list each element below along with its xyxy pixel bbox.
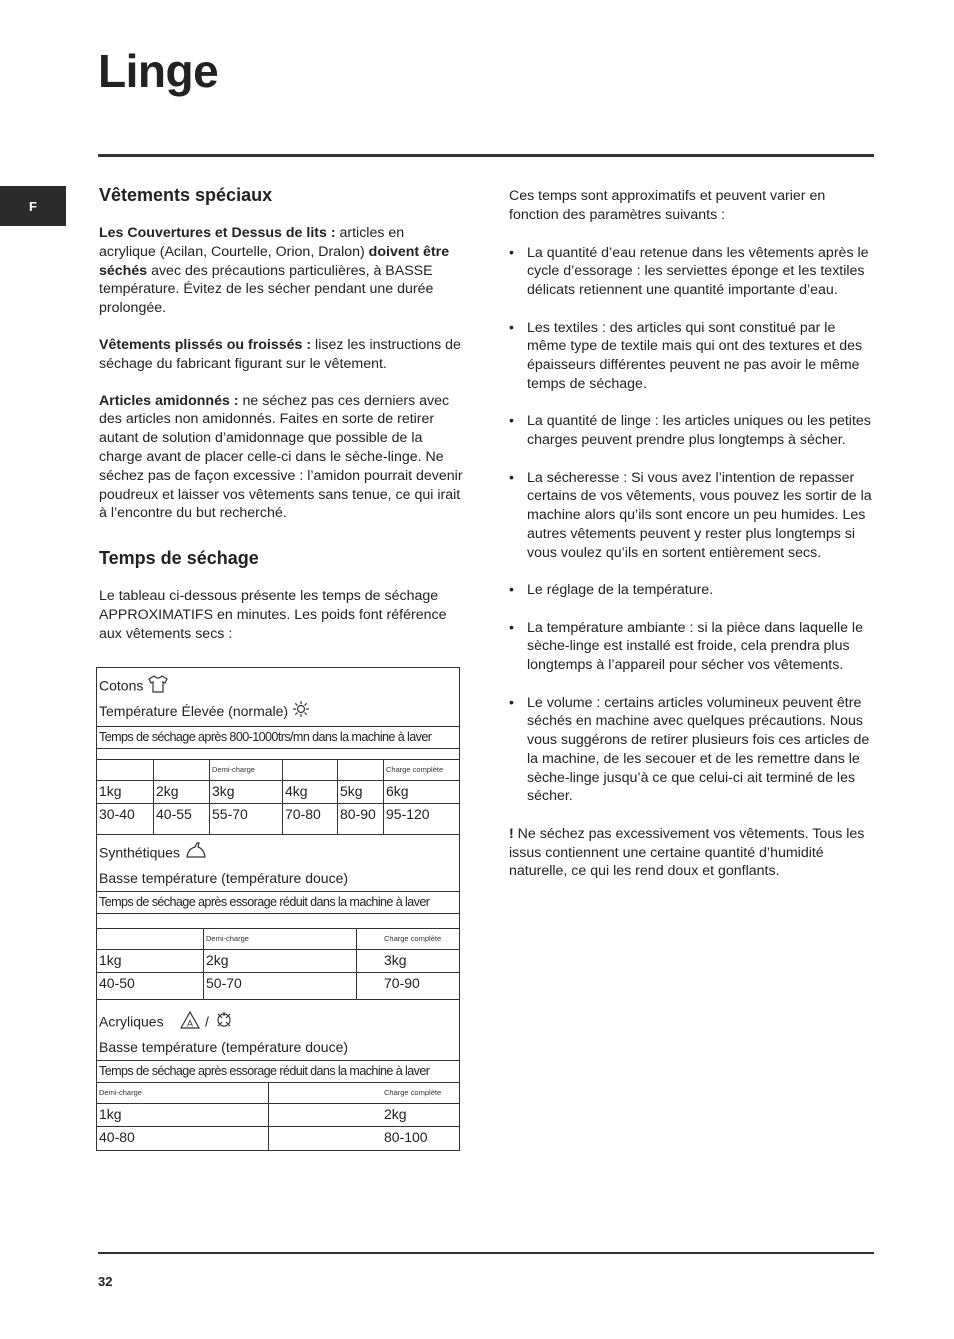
top-divider xyxy=(98,154,874,157)
bleach-a-icon xyxy=(179,1010,201,1036)
table-spacer xyxy=(97,913,459,928)
synthetiques-label: Synthétiques xyxy=(99,845,180,861)
paragraph-table-intro: Le tableau ci-dessous présente les temps de séchage APPROXIMATIFS en minutes. Les poids font référence aux vêtements secs : xyxy=(99,588,447,642)
label-starched: Articles amidonnés : xyxy=(99,392,239,409)
tshirt-icon xyxy=(147,674,169,700)
leaf-symbol-icon xyxy=(213,1010,235,1036)
table-cell: 40-55 xyxy=(153,804,209,834)
heading-special-garments: Vêtements spéciaux xyxy=(99,185,273,205)
table-spacer xyxy=(97,748,459,759)
text-pleated: lisez les instructions de séchage du fabricant figurant sur le vêtement. xyxy=(99,336,461,372)
table-cell: 70-80 xyxy=(282,804,337,834)
table-cell: 3kg xyxy=(356,950,459,972)
cotons-temperature: Température Élevée (normale) xyxy=(99,703,289,719)
table-cell: 6kg xyxy=(383,781,459,803)
left-column xyxy=(99,184,463,662)
synthetiques-weight-row xyxy=(97,949,459,972)
acryliques-subheader: Temps de séchage après essorage réduit dans la machine à laver xyxy=(97,1060,459,1082)
table-cell: Charge complète xyxy=(268,1083,459,1103)
acryliques-label: Acryliques xyxy=(99,1014,164,1030)
svg-text:A: A xyxy=(187,1018,194,1029)
iron-icon xyxy=(184,841,208,867)
table-cell xyxy=(282,760,337,780)
list-item: • La température ambiante : si la pièce dans laquelle le sèche-linge est installé est froide, cela prendra plus longtemps à l’appareil pour sécher vos vêtements. xyxy=(509,619,875,675)
paragraph-blankets xyxy=(99,224,463,318)
acryliques-temperature: Basse température (température douce) xyxy=(99,1039,349,1056)
right-column xyxy=(509,187,875,899)
table-cell: 80-100 xyxy=(268,1127,459,1150)
heading-drying-times: Temps de séchage xyxy=(99,548,259,569)
table-cell: 2kg xyxy=(153,781,209,803)
cotons-label-row xyxy=(97,759,459,780)
label-pleated: Vêtements plissés ou froissés : xyxy=(99,336,312,353)
table-cell: 1kg xyxy=(99,783,122,800)
table-cell xyxy=(337,760,383,780)
acryliques-time-row xyxy=(97,1126,459,1150)
cotons-time-row xyxy=(97,803,459,834)
sun-icon xyxy=(292,700,310,724)
table-cell: 1kg xyxy=(99,952,122,969)
table-cell xyxy=(153,760,209,780)
drying-time-table xyxy=(96,667,460,1151)
bottom-divider xyxy=(98,1252,874,1254)
cotons-subheader: Temps de séchage après 800-1000trs/mn dans la machine à laver xyxy=(97,726,459,748)
factors-list xyxy=(509,244,875,807)
acryliques-label-row xyxy=(97,1082,459,1103)
acryliques-slash: / xyxy=(205,1014,209,1030)
table-cell xyxy=(97,929,203,949)
warning-text: Ne séchez pas excessivement vos vêtements. Tous les issus contiennent une certaine quantité d’humidité naturelle, ce qui les rend doux et gonflants. xyxy=(509,825,865,880)
table-cell: 4kg xyxy=(282,781,337,803)
synthetiques-subheader: Temps de séchage après essorage réduit dans la machine à laver xyxy=(97,891,459,913)
paragraph-warning xyxy=(509,825,875,881)
acryliques-weight-row xyxy=(97,1103,459,1126)
text-blankets-bold: doivent être séchés xyxy=(99,243,450,279)
list-item: • La quantité d’eau retenue dans les vêtements après le cycle d’essorage : les serviettes éponge et les textiles délicats retiennent une quantité importante d’eau. xyxy=(509,244,875,300)
table-cell: 40-80 xyxy=(99,1129,135,1146)
paragraph-starched xyxy=(99,392,463,524)
table-cell: 50-70 xyxy=(203,973,356,999)
table-cell: 3kg xyxy=(209,781,282,803)
list-item: • La sécheresse : Si vous avez l’intention de repasser certains de vos vêtements, vous pouvez les sortir de la machine alors qu’ils sont encore un peu humides. Les autres vêtements peuvent y rester plus longtemps si vous voulez qu’ils en sortent entièrement secs. xyxy=(509,469,875,563)
text-starched: ne séchez pas ces derniers avec des articles non amidonnés. Faites en sorte de retirer autant de solution d’amidonnage que possible de la charge avant de placer celle-ci dans le sèche-linge. Ne séchez pas de façon excessive : l’amidon pourrait devenir poudreux et laisser vos vêtements sans tenue, ce qui irait à l’encontre du but recherché. xyxy=(99,392,463,522)
page-title: Linge xyxy=(98,45,219,97)
table-cell: 80-90 xyxy=(337,804,383,834)
table-cell: Demi-charge xyxy=(203,929,356,949)
cotons-weight-row xyxy=(97,780,459,803)
page-number: 32 xyxy=(98,1274,113,1289)
acryliques-header xyxy=(97,999,459,1060)
cotons-header xyxy=(97,668,459,726)
cotons-label: Cotons xyxy=(99,677,144,694)
synthetiques-temperature: Basse température (température douce) xyxy=(99,870,349,887)
table-cell: 30-40 xyxy=(99,806,135,823)
table-cell: 70-90 xyxy=(356,973,459,999)
table-cell: Charge complète xyxy=(356,929,459,949)
synthetiques-label-row xyxy=(97,928,459,949)
list-item: • Le réglage de la température. xyxy=(509,581,875,600)
table-cell: 2kg xyxy=(268,1104,459,1126)
paragraph-pleated xyxy=(99,336,463,374)
language-tab: F xyxy=(0,186,66,226)
table-cell: 55-70 xyxy=(209,804,282,834)
table-cell xyxy=(97,760,153,780)
table-cell: 5kg xyxy=(337,781,383,803)
text-blankets-b: avec des précautions particulières, à BASSE température. Évitez de les sécher pendant une durée prolongée. xyxy=(99,262,434,317)
warning-mark: ! xyxy=(509,825,514,842)
synthetiques-header xyxy=(97,834,459,891)
table-cell: Demi-charge xyxy=(209,760,282,780)
paragraph-approx-times: Ces temps sont approximatifs et peuvent varier en fonction des paramètres suivants : xyxy=(509,188,826,223)
list-item: • La quantité de linge : les articles uniques ou les petites charges peuvent prendre plus longtemps à sécher. xyxy=(509,412,875,450)
table-cell: 2kg xyxy=(203,950,356,972)
label-blankets: Les Couvertures et Dessus de lits : xyxy=(99,225,336,241)
table-cell: 1kg xyxy=(99,1106,122,1123)
table-cell: 40-50 xyxy=(99,975,135,992)
table-cell: Charge complète xyxy=(383,760,459,780)
table-cell: 95-120 xyxy=(383,804,459,834)
list-item: • Les textiles : des articles qui sont constitué par le même type de textile mais qui ont des textures et des épaisseurs différentes peuvent ne pas avoir le même temps de séchage. xyxy=(509,319,875,394)
text-blankets-a: articles en acrylique (Acilan, Courtelle, Orion, Dralon) xyxy=(99,225,405,260)
table-cell: Demi-charge xyxy=(99,1088,142,1098)
synthetiques-time-row xyxy=(97,972,459,999)
list-item: • Le volume : certains articles volumineux peuvent être séchés en machine avec quelques précautions. Nous vous suggérons de retirer plusieurs fois ces articles de la machine, de les secouer et de les remettre dans le sèche-linge jusqu’à ce que celui-ci ait terminé de les sécher. xyxy=(509,694,875,807)
